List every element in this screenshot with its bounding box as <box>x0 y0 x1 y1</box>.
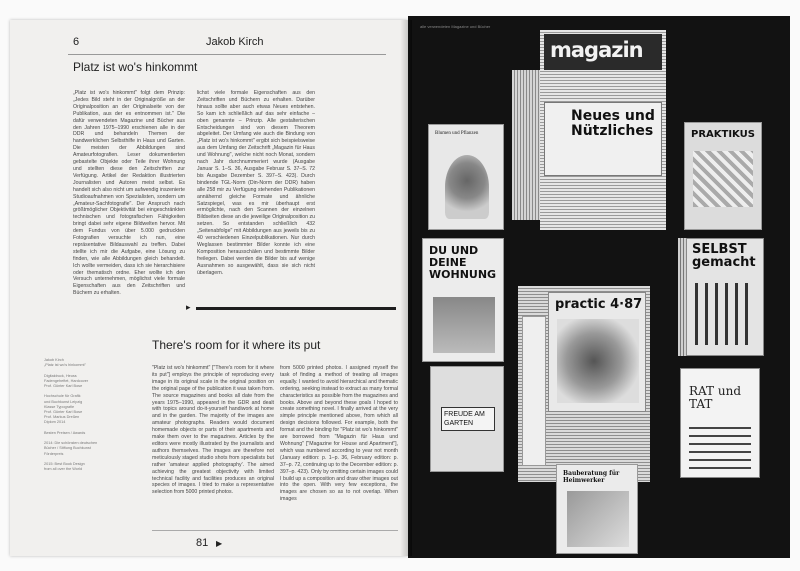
praktikus-artwork <box>693 151 753 207</box>
practic-photo <box>557 319 639 403</box>
german-text-column-2: lichst viele formale Eigenschaften aus den Zeitschriften und Büchern zu erhalten. Darüber hinaus sollte aber auch etwas Neues entstehen. So kam ich schließlich auf das sehr einfache – oben genannte – Prinzip. Alle gestalterischen Entscheidungen sind von diesem Theorem abgeleitet. Der Umfang wie auch die Bindung von „Platz ist wo's hinkommt" ergibt sich beispielsweise aus dem Umfang der Zeitschrift „Magazin für Haus und Wohnung", welche nicht noch Monat, sondern nach Jahr durchnummeriert wurde (Ausgabe Januar S. 1–S. 36, Ausgabe Februar S. 37–S. 72 bis Ausgabe Dezember S. 397–S. 423). Durch bindende TGL-Norm (Din-Norm der DDR) haben alle 258 mir zu Verfügung stehenden Publikationen annähernd gleiche Formate und ähnliche Satzspiegel, was es mir überhaupt erst ermöglichte, nach den Scannen der einzelnen Bildseiten diese an die jeweilige Originalposition zu setzen. So entstanden schließlich 432 „Seitenabfolge" mit Abbildungen aus jeweils bis zu 40 verschiedenen Einzelpublikationen. Nur durch Weglassen bestimmter Bilder konnte ich eine Komposition herausschälen und bestimmte Bilder freilegen. Dabei werden die Bilder bis auf wenige Ausnahmen so ausgewählt, dass sie sich nicht überlagern. <box>197 90 315 276</box>
author-name: Jakob Kirch <box>206 36 264 48</box>
credit-line: Prof. Günter Karl Bose <box>44 410 83 415</box>
bauberatung-book <box>556 464 638 554</box>
footer-page-number: 81 <box>196 537 209 549</box>
credit-line: from all over the World <box>44 467 83 472</box>
credit-line: 2014: Die schönsten deutschen <box>44 441 98 446</box>
credit-line: 2015: Best Book Design <box>44 462 85 467</box>
magazine-stack-center <box>540 30 666 230</box>
title-english: There's room for it where its put <box>152 338 321 352</box>
wohnung-title: DU UND DEINE WOHNUNG <box>429 244 497 281</box>
rat-und-tat-artwork <box>689 421 751 469</box>
wohnung-book <box>422 238 504 362</box>
selbst-cover <box>686 238 764 356</box>
next-arrow-icon: ▶ <box>216 539 223 548</box>
neues-title: Neues und Nützliches <box>571 108 655 139</box>
magazin-cover <box>544 34 662 70</box>
credit-line: „Platz ist wo's hinkommt" <box>44 363 86 368</box>
practic-stack <box>518 286 650 482</box>
footer-rule <box>152 530 398 531</box>
praktikus-magazine <box>684 122 762 230</box>
credit-line: Förderpreis <box>44 451 64 456</box>
credit-line: Diplom 2014 <box>44 420 66 425</box>
rat-und-tat-book <box>680 368 760 478</box>
practic-spine <box>522 316 546 466</box>
credit-line: Hochschule für Grafik <box>44 394 81 399</box>
german-text-column-1: „Platz ist wo's hinkommt" folgt dem Prinzip: „Jedes Bild steht in der Originalgröße an der Originalposition an der Originalseite von der Publikation, aus der es entnommen ist." Die dafür verwendeten Magazine und Bücher aus den Jahren 1975–1990 erschienen alle in der DDR und behandeln Themen der handwerklichen Selbsthilfe in Haus und Garten. Die meisten der Abbildungen sind Amateurfotografien. Leser dokumentierten gebastelte Objekte oder Teile ihrer Wohnung und stellten diese den Zeitschriften zur Verfügung. Artikel der Redaktion illustrierten Journalisten und Autoren meist selbst. Es handelt sich also nicht um aufwendig inszenierte Studioaufnahmen von Spezialisten, sondern um „Amateur-Sachfotografie". Der Anspruch nach größtmöglicher Objektivität bei eingeschränkten technischen und fotografischen Fähigkeiten bringt dabei sehr eigene Bildwelten hervor. Mit dem Fundus von über 5.000 gedruckten Fotografien versuchte ich nun, eine repräsentative Bildauswahl zu treffen. Dabei stellte ich mir die Aufgabe, eine Lösung zu finden, wie alle Abbildungen gleich behandelt. Ich wollte vermeiden, dass ich sie hierarchisiere oder thematisch ordne. Eher wollte ich den Versuch unternehmen, möglichst viele formale Eigenschaften aus den Zeitschriften und Büchern zu erhalten. <box>73 90 185 297</box>
right-page-photo <box>408 16 790 558</box>
credit-line: Jakob Kirch <box>44 358 64 362</box>
bauberatung-title: Bauberatung für Heimwerker <box>563 470 620 484</box>
credit-line: Digitaldruck, Heuss <box>44 373 77 378</box>
blumen-book <box>428 124 504 230</box>
photo-caption: alle verwendeten Magazine und Bücher <box>420 24 491 29</box>
english-text-column-2: from 5000 printed photos. I assigned myself the task of finding a method of treating all images equally. I wanted to avoid hierarchical and thematic ordering, seeking instead to extract as many formal characteristics as possible from the magazines and books. Above and beyond these goals I hoped to create something novel. I finally arrived at the very simple principle mentioned above, from which all design decisions followed. For example, both the format and the binding for "Platz ist wo's hinkommt" are borrowed from "Magazin für Haus und Wohnung" ["Magazine for House and Apartment"], which was numbered according to year not month (January edition: p. 1–p. 36, February edition: p. 37–p. 72, continuing up to the December edition: p. 397–p. 423). Only by omitting certain images could I build up a composition and draw other images out into the open. With very few exceptions, the images are chosen so as to not overlap. When images <box>280 365 398 503</box>
spine-stack-left <box>512 70 540 220</box>
credit-line: Fadengeheftet, Hardcover <box>44 378 89 383</box>
credit-line: und Buchkunst Leipzig <box>44 399 83 404</box>
bauberatung-photo <box>567 491 629 547</box>
rat-und-tat-title: RAT und TAT <box>689 384 742 411</box>
book-gutter <box>400 20 412 556</box>
neues-cover <box>544 102 662 176</box>
section-divider <box>196 307 396 310</box>
selbst-title: SELBST gemacht <box>692 242 756 270</box>
magazin-title: magazin <box>550 38 643 62</box>
selbst-gemacht-stack <box>678 238 764 356</box>
credit-line: Klasse Typografie <box>44 404 75 409</box>
divider-arrow-icon: ▸ <box>186 302 191 312</box>
practic-title: practic 4·87 <box>555 297 643 312</box>
practic-cover <box>548 292 646 412</box>
english-text-column-1: "Platz ist wo's hinkommt" ["There's room for it where its put"] employs the principle of reproducing every image in its original scale in the original position on the original page of the publication it was taken from. The source magazines and books all date from the years 1975–1990, appeared in the GDR and dealt with topics around do-it-yourself handiwork at home and in the garden. The majority of the images are amateur photographs. Readers would document homemade objects or parts of their apartments and make them over to the magazines. Articles by the editors were mostly illustrated by the journalists and authors themselves. The images are therefore not meticulously staged studio shots from specialists but rather 'amateur applied photography'. The aimed achieving the greatest objectivity with limited technical facility and facilities produces an original species of images. I tried to make a representative selection from 5000 printed photos. <box>152 365 274 496</box>
title-german: Platz ist wo's hinkommt <box>73 60 198 74</box>
colophon-credits <box>44 358 139 472</box>
credit-line: Besten Preisen / Awards <box>44 430 86 435</box>
credit-line: Prof. Günter Karl Bose <box>44 384 83 389</box>
freude-am-garten-book <box>430 366 504 472</box>
freude-title: FREUDE AM GARTEN <box>441 407 495 431</box>
header-rule <box>68 54 386 55</box>
credit-line: Prof. Markus Dreßen <box>44 415 80 420</box>
wohnung-photo <box>433 297 495 353</box>
left-page <box>10 20 408 556</box>
praktikus-title: PRAKTIKUS <box>691 129 755 140</box>
credit-line: Bücher / Stiftung Buchkunst <box>44 446 91 451</box>
tools-illustration <box>695 283 755 345</box>
blumen-title: Blumen und Pflanzen <box>435 131 479 136</box>
page-number: 6 <box>73 36 80 48</box>
plant-illustration <box>445 155 489 219</box>
